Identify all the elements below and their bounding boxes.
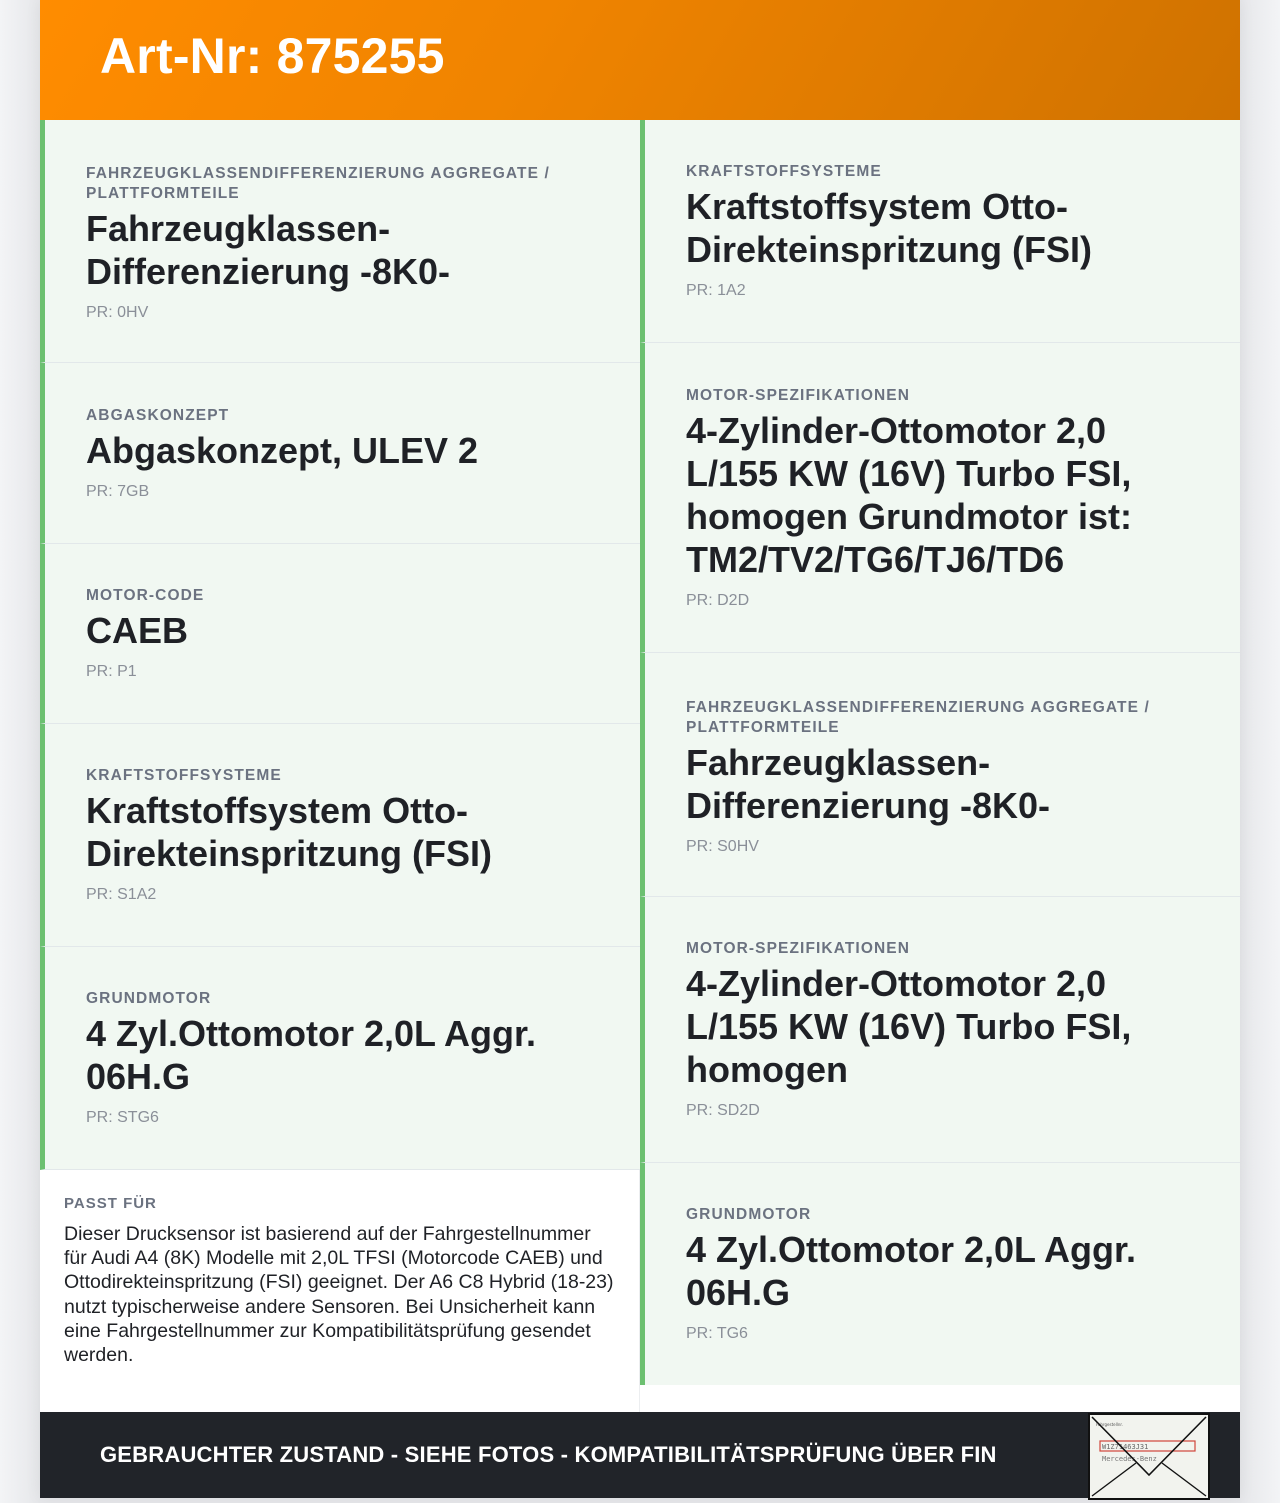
spec-value: Fahrzeugklassen-Differenzierung -8K0- <box>686 741 1051 826</box>
spec-value: 4 Zyl.Ottomotor 2,0L Aggr. 06H.G <box>686 1229 1137 1313</box>
spec-value: 4 Zyl.Ottomotor 2,0L Aggr. 06H.G <box>86 1013 537 1097</box>
envelope-icon <box>1090 1415 1208 1498</box>
spec-pr-code: PR: S1A2 <box>86 886 157 903</box>
spec-card <box>640 897 1240 1163</box>
spec-card <box>40 363 640 544</box>
svg-text:Mercedes-Benz: Mercedes-Benz <box>1102 1455 1157 1463</box>
spec-category: MOTOR-SPEZIFIKATIONEN <box>686 940 911 957</box>
spec-pr-code: PR: 0HV <box>86 304 149 321</box>
spec-pr-code: PR: D2D <box>686 591 750 609</box>
spec-value: 4-Zylinder-Ottomotor 2,0 L/155 KW (16V) Turbo FSI, homogen Grundmotor ist: TM2/TV2/TG6/TJ6/TD6 <box>686 409 1132 580</box>
spec-category: GRUNDMOTOR <box>686 1206 812 1223</box>
fits-for-label: PASST FÜR <box>64 1195 157 1212</box>
spec-pr-code: PR: STG6 <box>86 1109 159 1126</box>
header-banner <box>40 0 1240 120</box>
fits-for-description: Dieser Drucksensor ist basierend auf der Fahrgestellnummer für Audi A4 (8K) Modelle mit 2,0L TFSI (Motorcode CAEB) und Ottodirekteinspritzung (FSI) geeignet. Der A6 C8 Hybrid (18-23) nutzt typischerweise andere Sensoren. Bei Unsicherheit kann eine Fahrgestellnummer zur Kompatibilitätsprüfung gesendet werden. <box>64 1223 614 1367</box>
spec-category: MOTOR-CODE <box>86 587 205 604</box>
spec-category: KRAFTSTOFFSYSTEME <box>686 163 882 180</box>
spec-value: Kraftstoffsystem Otto-Direkteinspritzung (FSI) <box>86 790 493 874</box>
spec-card <box>640 120 1240 343</box>
spec-card <box>40 947 640 1170</box>
spec-value: CAEB <box>86 610 189 651</box>
spec-category: FAHRZEUGKLASSENDIFFERENZIERUNG AGGREGATE / PLATTFORMTEILE <box>86 165 550 202</box>
spec-value: Abgaskonzept, ULEV 2 <box>86 429 479 471</box>
spec-pr-code: PR: 7GB <box>86 482 150 500</box>
spec-pr-code: PR: 1A2 <box>686 282 746 299</box>
spec-category: ABGASKONZEPT <box>86 406 230 424</box>
spec-category: KRAFTSTOFFSYSTEME <box>86 767 282 784</box>
svg-text:W1Z71463J31: W1Z71463J31 <box>1102 1443 1149 1451</box>
spec-card <box>640 343 1240 653</box>
spec-category: GRUNDMOTOR <box>86 990 212 1007</box>
spec-card <box>40 120 640 363</box>
spec-category: FAHRZEUGKLASSENDIFFERENZIERUNG AGGREGATE / PLATTFORMTEILE <box>686 698 1150 736</box>
svg-text:Fahrgestellnr.: Fahrgestellnr. <box>1096 1422 1123 1427</box>
article-number-title: Art-Nr: 875255 <box>100 28 445 84</box>
spec-pr-code: PR: S0HV <box>686 837 759 855</box>
spec-card <box>40 544 640 724</box>
fits-for-section <box>40 1170 640 1412</box>
condition-notice: GEBRAUCHTER ZUSTAND - SIEHE FOTOS - KOMPATIBILITÄTSPRÜFUNG ÜBER FIN <box>100 1442 997 1467</box>
spec-pr-code: PR: TG6 <box>686 1325 748 1342</box>
product-sheet <box>40 0 1240 1498</box>
vin-envelope-image <box>1088 1413 1210 1500</box>
spec-value: Kraftstoffsystem Otto-Direkteinspritzung (FSI) <box>686 186 1093 270</box>
spec-card <box>640 653 1240 897</box>
spec-column-right <box>640 120 1240 1385</box>
spec-pr-code: PR: P1 <box>86 663 137 680</box>
spec-category: MOTOR-SPEZIFIKATIONEN <box>686 386 911 404</box>
spec-column-left <box>40 120 640 1170</box>
spec-value: 4-Zylinder-Ottomotor 2,0 L/155 KW (16V) Turbo FSI, homogen <box>686 963 1132 1090</box>
spec-card <box>40 724 640 947</box>
spec-card <box>640 1163 1240 1385</box>
footer-notice-bar <box>40 1412 1240 1498</box>
spec-value: Fahrzeugklassen-Differenzierung -8K0- <box>86 208 451 292</box>
spec-pr-code: PR: SD2D <box>686 1102 760 1119</box>
